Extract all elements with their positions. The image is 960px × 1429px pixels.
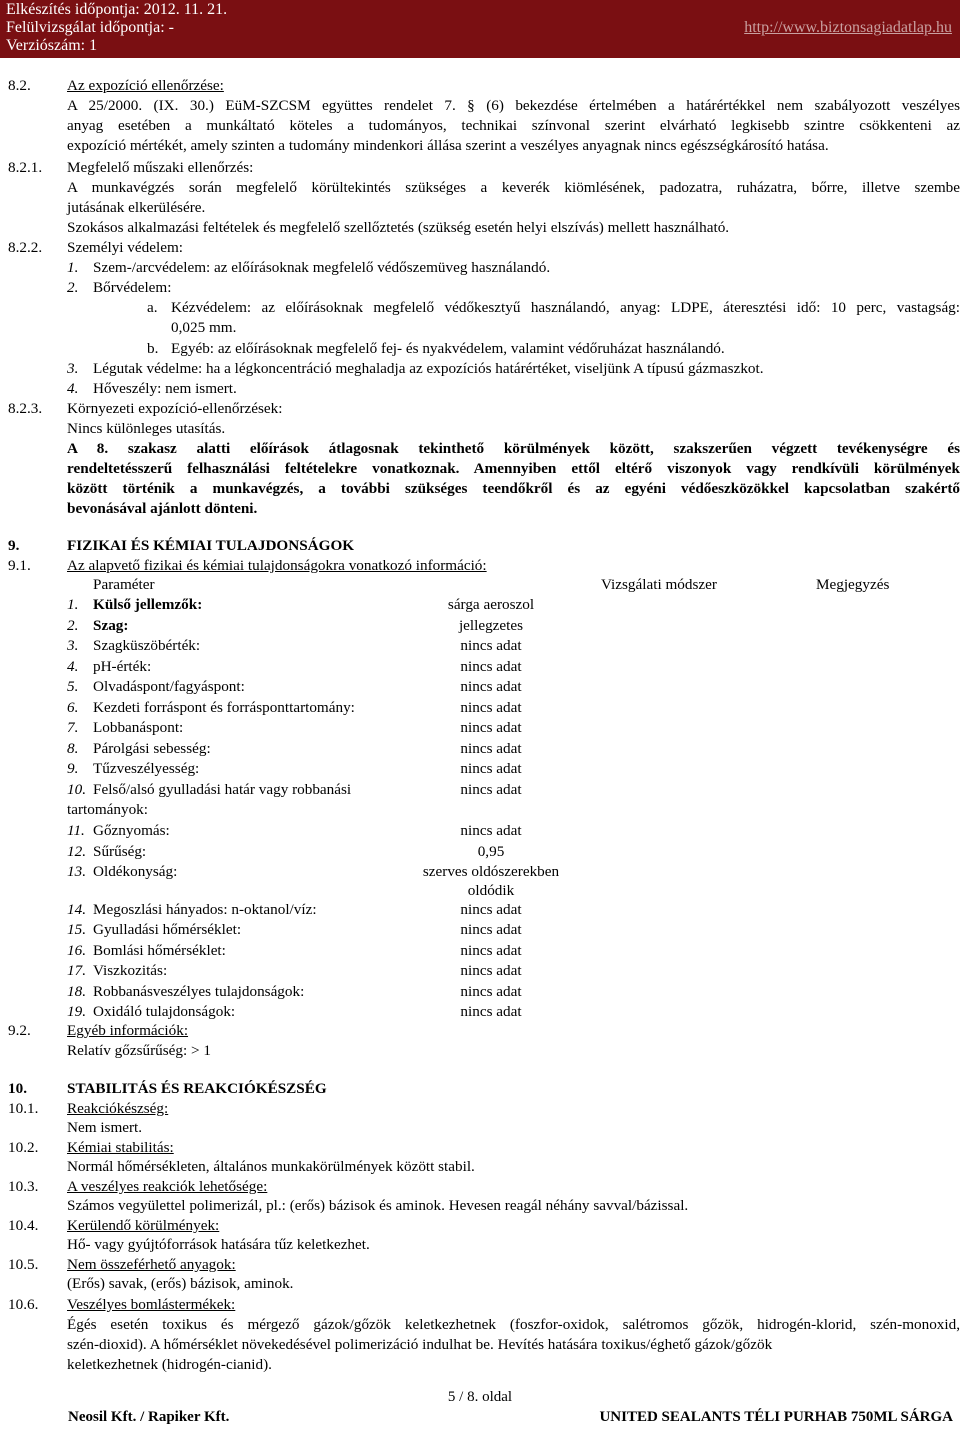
section-title: Kémiai stabilitás: [67, 1139, 174, 1156]
row-value: nincs adat [460, 962, 522, 979]
bold-paragraph-line: A 8. szakasz alatti előírások átlagosnak tekinthető körülmények között, szakszerűen végzett tevékenységre és [67, 440, 960, 457]
section-title: Nem összeférhető anyagok: [67, 1256, 236, 1273]
row-label: Sűrűség: [93, 843, 147, 860]
bold-paragraph-line: rendeltetésszerű felhasználási feltételekre vonatkoznak. Amennyiben ettől eltérő viszonyok vagy rendkívüli körülmények [67, 460, 960, 477]
row-number: 1. [67, 596, 79, 613]
paragraph-line: A munkavégzés során megfelelő körültekintés szükséges a keverék kiömlésének, padozatra, ruházatra, bőrre, illetve szembe [67, 179, 960, 196]
row-value: nincs adat [460, 1003, 522, 1020]
footer-product: UNITED SEALANTS TÉLI PURHAB 750ML SÁRGA [599, 1409, 953, 1425]
row-label: Kezdeti forráspont és forrásponttartomány: [93, 699, 355, 716]
section-number: 9.2. [8, 1022, 31, 1039]
paragraph-line: anyag esetében a munkáltató köteles a tudományos, technikai színvonal szerint elvárható legkisebb szintre csökkenteni az [67, 117, 960, 134]
list-text: Bőrvédelem: [93, 279, 172, 296]
row-number: 15. [67, 921, 86, 938]
list-number: 4. [67, 380, 79, 397]
row-number: 7. [67, 719, 79, 736]
row-label: Viszkozitás: [93, 962, 168, 979]
row-label: Felső/alsó gyulladási határ vagy robbanási [93, 781, 352, 798]
column-header-parameter: Paraméter [93, 576, 155, 593]
section-title: Az expozíció ellenőrzése: [67, 77, 224, 94]
row-label: Lobbanáspont: [93, 719, 184, 736]
row-label: Tűzveszélyesség: [93, 760, 200, 777]
row-number: 14. [67, 901, 86, 918]
paragraph-line: (Erős) savak, (erős) bázisok, aminok. [67, 1275, 294, 1292]
paragraph-line: jutásának elkerülésére. [67, 199, 206, 216]
section-title: FIZIKAI ÉS KÉMIAI TULAJDONSÁGOK [67, 537, 355, 554]
row-value: nincs adat [460, 740, 522, 757]
row-label: Robbanásveszélyes tulajdonságok: [93, 983, 305, 1000]
list-text: Kézvédelem: az előírásoknak megfelelő védőkesztyű használandó, anyag: LDPE, áteresztési idő: 10 perc, vastagság: [171, 299, 960, 316]
row-number: 10. [67, 781, 86, 798]
page-number: 5 / 8. oldal [447, 1389, 513, 1405]
list-number: 2. [67, 279, 79, 296]
paragraph-line: Nem ismert. [67, 1119, 143, 1136]
section-number: 10.4. [8, 1217, 39, 1234]
row-value: jellegzetes [458, 617, 524, 634]
row-number: 9. [67, 760, 79, 777]
row-number: 17. [67, 962, 86, 979]
row-number: 2. [67, 617, 79, 634]
row-value-continuation: oldódik [467, 882, 515, 899]
revision-date: Felülvizsgálat időpontja: - [6, 19, 174, 36]
section-number: 10.1. [8, 1100, 39, 1117]
bold-paragraph-line: között történik a munkavégzés, a további szükséges teendőkről és az egyéni védőeszközökkel kapcsolatban szakértő [67, 480, 960, 497]
section-number: 10.3. [8, 1178, 39, 1195]
row-value: nincs adat [460, 699, 522, 716]
column-header-note: Megjegyzés [816, 576, 890, 593]
section-number: 8.2.3. [8, 400, 43, 417]
paragraph-line: expozíció mértékét, amely szinten a tudomány mindenkori állása szerint a veszélyes anyagnak nincs egészségkárosító hatása. [67, 137, 829, 154]
section-title: Egyéb információk: [67, 1022, 189, 1039]
created-date: Elkészítés időpontja: 2012. 11. 21. [6, 1, 228, 18]
row-number: 16. [67, 942, 86, 959]
section-title: Reakciókészség: [67, 1100, 169, 1117]
list-text: Egyéb: az előírásoknak megfelelő fej- és nyakvédelem, valamint védőruházat használandó. [171, 340, 725, 357]
row-number: 19. [67, 1003, 86, 1020]
section-number: 9.1. [8, 557, 31, 574]
paragraph-line: keletkezhetnek (hidrogén-cianid). [67, 1356, 272, 1373]
row-value: nincs adat [460, 658, 522, 675]
bold-paragraph-line: bevonásával ajánlott dönteni. [67, 500, 258, 517]
list-text: Légutak védelme: ha a légkoncentráció meghaladja az expozíciós határértéket, viseljünk A típusú gázmaszkot. [93, 360, 764, 377]
row-label: Külső jellemzők: [93, 596, 203, 613]
row-label: Bomlási hőmérséklet: [93, 942, 226, 959]
row-label-continuation: tartományok: [67, 801, 148, 818]
section-number: 10.6. [8, 1296, 39, 1313]
paragraph-line: Szokásos alkalmazási feltételek és megfelelő szellőztetés (szükség esetén helyi elszívás) mellett használható. [67, 219, 730, 236]
row-label: Szag: [93, 617, 129, 634]
section-number: 8.2.2. [8, 239, 43, 256]
list-text: 0,025 mm. [171, 319, 237, 336]
row-value: nincs adat [460, 781, 522, 798]
row-value: nincs adat [460, 822, 522, 839]
section-number: 8.2. [8, 77, 31, 94]
row-label: Szagküszöbérték: [93, 637, 201, 654]
row-value: 0,95 [477, 843, 505, 860]
section-title: Megfelelő műszaki ellenőrzés: [67, 159, 254, 176]
row-label: Gőznyomás: [93, 822, 170, 839]
paragraph-line: Relatív gőzsűrűség: > 1 [67, 1042, 211, 1059]
row-label: pH-érték: [93, 658, 152, 675]
paragraph-line: Hő- vagy gyújtóforrások hatására tűz keletkezhet. [67, 1236, 370, 1253]
list-text: Szem-/arcvédelem: az előírásoknak megfelelő védőszemüveg használandó. [93, 259, 551, 276]
section-number: 10.2. [8, 1139, 39, 1156]
list-number: 3. [67, 360, 79, 377]
row-label: Gyulladási hőmérséklet: [93, 921, 242, 938]
header-meta [6, 1, 227, 55]
row-label: Oxidáló tulajdonságok: [93, 1003, 236, 1020]
row-value: nincs adat [460, 637, 522, 654]
row-value: nincs adat [460, 901, 522, 918]
list-text: Hőveszély: nem ismert. [93, 380, 237, 397]
section-number: 9. [8, 537, 20, 554]
list-letter: b. [147, 340, 159, 357]
paragraph-line: szén-dioxid). A hőmérséklet növekedésével polimerizáció indulhat be. Hevítés hatására toxikus/éghető gázok/gőzök [67, 1336, 773, 1353]
section-title: Környezeti expozíció-ellenőrzések: [67, 400, 283, 417]
section-title: Veszélyes bomlástermékek: [67, 1296, 236, 1313]
row-value: nincs adat [460, 921, 522, 938]
row-number: 11. [67, 822, 85, 839]
section-number: 8.2.1. [8, 159, 43, 176]
row-value: nincs adat [460, 760, 522, 777]
version-number: Verziószám: 1 [6, 37, 98, 54]
row-number: 12. [67, 843, 86, 860]
row-value: nincs adat [460, 678, 522, 695]
row-number: 3. [67, 637, 79, 654]
row-label: Olvadáspont/fagyáspont: [93, 678, 245, 695]
row-number: 4. [67, 658, 79, 675]
list-number: 1. [67, 259, 79, 276]
section-title: Az alapvető fizikai és kémiai tulajdonságokra vonatkozó információ: [67, 557, 487, 574]
section-title: Személyi védelem: [67, 239, 183, 256]
row-label: Oldékonyság: [93, 863, 178, 880]
website-link[interactable]: http://www.biztonsagiadatlap.hu [744, 19, 952, 36]
paragraph-line: A 25/2000. (IX. 30.) EüM-SZCSM együttes rendelet 7. § (6) bekezdése értelmében a határértékkel nem szabályozott veszélyes [67, 97, 960, 114]
row-label: Párolgási sebesség: [93, 740, 211, 757]
row-value: nincs adat [460, 983, 522, 1000]
section-title: STABILITÁS ÉS REAKCIÓKÉSZSÉG [67, 1080, 327, 1097]
paragraph-line: Számos vegyülettel polimerizál, pl.: (erős) bázisok és aminok. Hevesen reagál néhány savval/bázissal. [67, 1197, 689, 1214]
row-number: 18. [67, 983, 86, 1000]
section-number: 10. [8, 1080, 27, 1097]
row-number: 5. [67, 678, 79, 695]
column-header-method: Vizsgálati módszer [601, 576, 717, 593]
paragraph-line: Nincs különleges utasítás. [67, 420, 226, 437]
list-letter: a. [147, 299, 158, 316]
row-number: 13. [67, 863, 86, 880]
section-title: Kerülendő körülmények: [67, 1217, 220, 1234]
document-header [0, 0, 960, 58]
paragraph-line: Normál hőmérsékleten, általános munkakörülmények között stabil. [67, 1158, 475, 1175]
row-number: 8. [67, 740, 79, 757]
footer-company: Neosil Kft. / Rapiker Kft. [68, 1409, 230, 1425]
row-value: nincs adat [460, 942, 522, 959]
row-number: 6. [67, 699, 79, 716]
section-title: A veszélyes reakciók lehetősége: [67, 1178, 268, 1195]
row-value: nincs adat [460, 719, 522, 736]
row-value: szerves oldószerekben [422, 863, 560, 880]
section-number: 10.5. [8, 1256, 39, 1273]
paragraph-line: Égés esetén toxikus és mérgező gázok/gőzök keletkezhetnek (foszfor-oxidok, salétromos gőzök, hidrogén-klorid, szén-monoxid, [67, 1316, 960, 1333]
row-label: Megoszlási hányados: n-oktanol/víz: [93, 901, 317, 918]
row-value: sárga aeroszol [447, 596, 535, 613]
